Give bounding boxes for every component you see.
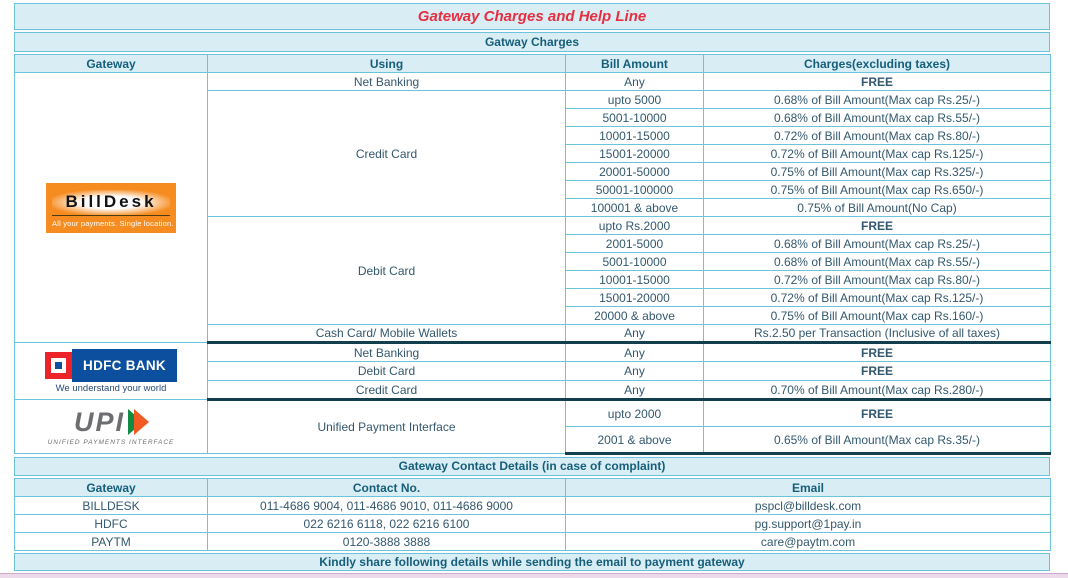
contact-email-cell: pg.support@1pay.in <box>566 515 1051 533</box>
gateway-contacts-table <box>14 478 1051 551</box>
contacts-table-body <box>15 479 1051 551</box>
billdesk-bill-amount-cell: 20000 & above <box>566 307 704 325</box>
hdfc-logo-mark-mid <box>51 358 66 373</box>
billdesk-charge-cell: Rs.2.50 per Transaction (Inclusive of all taxes) <box>704 325 1051 343</box>
billdesk-charge-cell: 0.72% of Bill Amount(Max cap Rs.125/-) <box>704 289 1051 307</box>
hdfc-charge-cell: 0.70% of Bill Amount(Max cap Rs.280/-) <box>704 381 1051 400</box>
billdesk-logo-tagline: All your payments. Single location. <box>52 218 174 228</box>
billdesk-charge-cell: 0.75% of Bill Amount(Max cap Rs.325/-) <box>704 163 1051 181</box>
billdesk-charge-cell: 0.75% of Bill Amount(Max cap Rs.650/-) <box>704 181 1051 199</box>
upi-charge-cell: 0.65% of Bill Amount(Max cap Rs.35/-) <box>704 427 1051 454</box>
hdfc-logo-mark-icon <box>45 352 72 379</box>
contact-gateway-cell: HDFC <box>15 515 208 533</box>
upi-using-cell: Unified Payment Interface <box>208 400 566 454</box>
billdesk-charge-cell: FREE <box>704 73 1051 91</box>
billdesk-bill-amount-cell: 10001-15000 <box>566 127 704 145</box>
upi-logo-name <box>41 407 181 437</box>
billdesk-charge-cell: 0.72% of Bill Amount(Max cap Rs.125/-) <box>704 145 1051 163</box>
billdesk-logo-cell <box>15 73 208 343</box>
billdesk-using-cell: Net Banking <box>208 73 566 91</box>
hdfc-row <box>15 343 1051 362</box>
bottom-strip <box>0 573 1068 578</box>
charges-col-header: Using <box>208 55 566 73</box>
upi-charge-cell: FREE <box>704 400 1051 427</box>
charges-col-header: Gateway <box>15 55 208 73</box>
billdesk-bill-amount-cell: upto Rs.2000 <box>566 217 704 235</box>
upi-arrow-icon <box>128 409 148 435</box>
billdesk-charge-cell: 0.68% of Bill Amount(Max cap Rs.55/-) <box>704 109 1051 127</box>
billdesk-bill-amount-cell: 5001-10000 <box>566 253 704 271</box>
contacts-col-header: Contact No. <box>208 479 566 497</box>
upi-arrow-orange <box>134 409 149 435</box>
hdfc-logo-cell <box>15 343 208 400</box>
hdfc-bank-logo <box>45 349 177 394</box>
gateway-charges-table <box>14 54 1051 455</box>
contact-row <box>15 533 1051 551</box>
billdesk-bill-amount-cell: 15001-20000 <box>566 145 704 163</box>
page <box>14 0 1050 571</box>
contact-number-cell: 022 6216 6118, 022 6216 6100 <box>208 515 566 533</box>
contact-number-cell: 011-4686 9004, 011-4686 9010, 011-4686 9000 <box>208 497 566 515</box>
billdesk-bill-amount-cell: 10001-15000 <box>566 271 704 289</box>
hdfc-bill-amount-cell: Any <box>566 362 704 381</box>
contacts-col-header: Email <box>566 479 1051 497</box>
hdfc-logo-name: HDFC BANK <box>72 349 177 382</box>
billdesk-using-cell: Cash Card/ Mobile Wallets <box>208 325 566 343</box>
billdesk-charge-cell: 0.75% of Bill Amount(No Cap) <box>704 199 1051 217</box>
footer-note: Kindly share following details while sending the email to payment gateway <box>14 553 1050 571</box>
upi-logo-cell <box>15 400 208 454</box>
billdesk-bill-amount-cell: 15001-20000 <box>566 289 704 307</box>
billdesk-bill-amount-cell: 50001-100000 <box>566 181 704 199</box>
contact-section-title: Gateway Contact Details (in case of complaint) <box>14 457 1050 476</box>
billdesk-bill-amount-cell: 20001-50000 <box>566 163 704 181</box>
upi-logo-tagline: UNIFIED PAYMENTS INTERFACE <box>47 438 175 446</box>
billdesk-bill-amount-cell: upto 5000 <box>566 91 704 109</box>
hdfc-using-cell: Debit Card <box>208 362 566 381</box>
upi-logo-letters: UPI <box>73 406 125 437</box>
charges-table-body <box>15 55 1051 454</box>
contact-gateway-cell: PAYTM <box>15 533 208 551</box>
upi-bill-amount-cell: upto 2000 <box>566 400 704 427</box>
hdfc-logo-tagline: We understand your world <box>55 382 167 394</box>
billdesk-charge-cell: 0.72% of Bill Amount(Max cap Rs.80/-) <box>704 127 1051 145</box>
charges-header-row <box>15 55 1051 73</box>
billdesk-bill-amount-cell: Any <box>566 73 704 91</box>
billdesk-logo-name: BillDesk <box>52 190 170 216</box>
billdesk-charge-cell: 0.75% of Bill Amount(Max cap Rs.160/-) <box>704 307 1051 325</box>
contact-email-cell: care@paytm.com <box>566 533 1051 551</box>
billdesk-charge-cell: 0.68% of Bill Amount(Max cap Rs.55/-) <box>704 253 1051 271</box>
contact-number-cell: 0120-3888 3888 <box>208 533 566 551</box>
hdfc-bill-amount-cell: Any <box>566 343 704 362</box>
hdfc-charge-cell: FREE <box>704 362 1051 381</box>
billdesk-charge-cell: 0.68% of Bill Amount(Max cap Rs.25/-) <box>704 91 1051 109</box>
contact-gateway-cell: BILLDESK <box>15 497 208 515</box>
upi-logo <box>41 407 181 446</box>
billdesk-charge-cell: 0.68% of Bill Amount(Max cap Rs.25/-) <box>704 235 1051 253</box>
upi-row <box>15 400 1051 427</box>
upi-bill-amount-cell: 2001 & above <box>566 427 704 454</box>
contacts-col-header: Gateway <box>15 479 208 497</box>
hdfc-logo-band <box>45 349 177 382</box>
charges-col-header: Bill Amount <box>566 55 704 73</box>
hdfc-using-cell: Net Banking <box>208 343 566 362</box>
contact-row <box>15 515 1051 533</box>
billdesk-using-cell: Credit Card <box>208 91 566 217</box>
billdesk-charge-cell: FREE <box>704 217 1051 235</box>
billdesk-bill-amount-cell: 5001-10000 <box>566 109 704 127</box>
charges-col-header: Charges(excluding taxes) <box>704 55 1051 73</box>
contact-row <box>15 497 1051 515</box>
billdesk-using-cell: Debit Card <box>208 217 566 325</box>
billdesk-bill-amount-cell: 2001-5000 <box>566 235 704 253</box>
charges-section-title: Gatway Charges <box>14 32 1050 52</box>
billdesk-logo <box>46 183 176 233</box>
contacts-header-row <box>15 479 1051 497</box>
hdfc-using-cell: Credit Card <box>208 381 566 400</box>
contact-email-cell: pspcl@billdesk.com <box>566 497 1051 515</box>
hdfc-charge-cell: FREE <box>704 343 1051 362</box>
hdfc-logo-mark-inner <box>55 362 62 369</box>
billdesk-bill-amount-cell: Any <box>566 325 704 343</box>
page-title: Gateway Charges and Help Line <box>14 3 1050 30</box>
billdesk-row <box>15 73 1051 91</box>
billdesk-charge-cell: 0.72% of Bill Amount(Max cap Rs.80/-) <box>704 271 1051 289</box>
hdfc-bill-amount-cell: Any <box>566 381 704 400</box>
billdesk-bill-amount-cell: 100001 & above <box>566 199 704 217</box>
